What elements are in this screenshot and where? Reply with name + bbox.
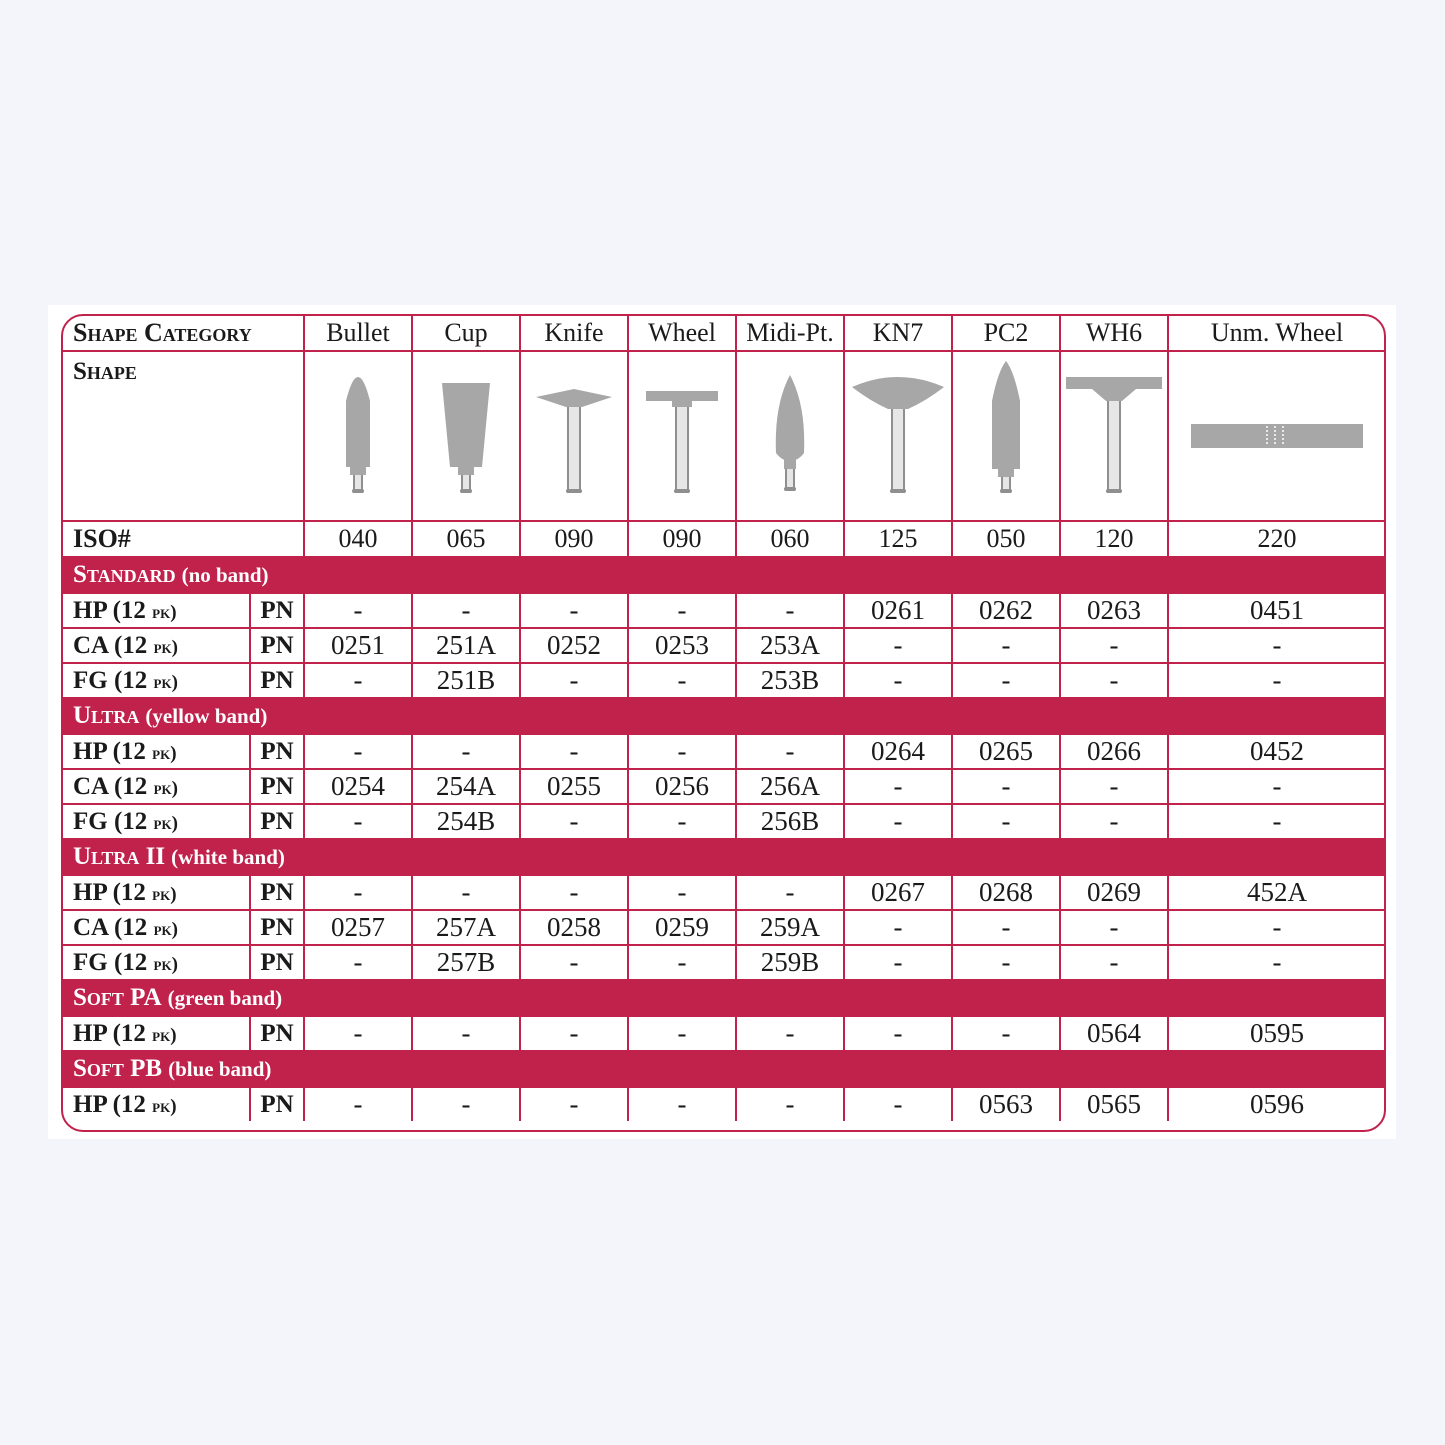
part-number-cell: - (304, 734, 412, 769)
part-number-cell: 0251 (304, 628, 412, 663)
shape-cell (412, 351, 520, 521)
part-number-cell: 0252 (520, 628, 628, 663)
part-number-cell: - (304, 593, 412, 628)
column-header: WH6 (1060, 316, 1168, 351)
part-number-cell: - (1168, 628, 1385, 663)
part-number-cell: 257A (412, 910, 520, 945)
pack-unit: pk) (152, 1095, 177, 1117)
handpiece-type: HP (73, 1090, 107, 1118)
iso-cell: 220 (1168, 521, 1385, 557)
column-header: PC2 (952, 316, 1060, 351)
pack-unit: pk) (152, 601, 177, 623)
group-title (63, 557, 1385, 593)
part-number-cell: 0253 (628, 628, 736, 663)
part-number-cell: - (844, 1087, 952, 1121)
pn-label: PN (250, 804, 304, 839)
part-number-cell: 0254 (304, 769, 412, 804)
part-number-cell: 0564 (1060, 1016, 1168, 1051)
part-number-cell: - (1168, 663, 1385, 698)
part-number-cell: - (412, 734, 520, 769)
pn-label: PN (250, 769, 304, 804)
part-number-cell: 0262 (952, 593, 1060, 628)
part-number-cell: - (520, 1087, 628, 1121)
part-number-cell: - (520, 734, 628, 769)
table-row (63, 1087, 1385, 1121)
pack-count: (12 (112, 878, 146, 906)
wheel-shape-icon (629, 361, 735, 511)
part-number-cell: - (844, 628, 952, 663)
shape-label: Shape (73, 358, 137, 385)
pn-label: PN (250, 593, 304, 628)
part-number-cell: 0596 (1168, 1087, 1385, 1121)
product-table (61, 314, 1386, 1132)
handpiece-type-cell (63, 628, 250, 663)
column-header: Cup (412, 316, 520, 351)
handpiece-type: FG (73, 807, 108, 835)
handpiece-type: FG (73, 666, 108, 694)
shape-cell (1168, 351, 1385, 521)
iso-cell: 065 (412, 521, 520, 557)
iso-cell: 050 (952, 521, 1060, 557)
part-number-cell: - (736, 734, 844, 769)
part-number-cell: - (520, 875, 628, 910)
iso-cell: 040 (304, 521, 412, 557)
group-name: Ultra (73, 702, 140, 729)
part-number-cell: 452A (1168, 875, 1385, 910)
group-title (63, 839, 1385, 875)
column-header: Midi-Pt. (736, 316, 844, 351)
pack-count: (12 (113, 913, 148, 941)
part-number-cell: - (952, 628, 1060, 663)
column-header: KN7 (844, 316, 952, 351)
pack-unit: pk) (152, 883, 177, 905)
part-number-cell: 256A (736, 769, 844, 804)
pack-count: (12 (113, 666, 148, 694)
part-number-cell: - (1060, 945, 1168, 980)
header-row (63, 316, 1385, 351)
part-number-cell: 259B (736, 945, 844, 980)
part-number-cell: 0452 (1168, 734, 1385, 769)
pack-unit: pk) (152, 1024, 177, 1046)
group-title (63, 980, 1385, 1016)
cup-shape-icon (413, 361, 519, 511)
part-number-cell: - (628, 804, 736, 839)
pack-count: (12 (113, 631, 148, 659)
iso-label: ISO# (63, 521, 304, 557)
iso-cell: 090 (520, 521, 628, 557)
handpiece-type-cell (63, 910, 250, 945)
bullet-shape-icon (305, 361, 411, 511)
pn-label: PN (250, 628, 304, 663)
iso-cell: 120 (1060, 521, 1168, 557)
handpiece-type: HP (73, 1019, 107, 1047)
pack-unit: pk) (153, 918, 178, 940)
pn-label: PN (250, 663, 304, 698)
part-number-cell: 0267 (844, 875, 952, 910)
pack-unit: pk) (153, 812, 178, 834)
pack-count: (12 (112, 737, 146, 765)
part-number-cell: - (952, 945, 1060, 980)
pack-count: (12 (112, 596, 146, 624)
part-number-cell: 0259 (628, 910, 736, 945)
part-number-cell: - (952, 663, 1060, 698)
pn-label: PN (250, 1016, 304, 1051)
part-number-cell: 0565 (1060, 1087, 1168, 1121)
part-number-cell: 0268 (952, 875, 1060, 910)
handpiece-type: HP (73, 878, 107, 906)
handpiece-type-cell (63, 804, 250, 839)
shape-cell (520, 351, 628, 521)
shape-cell (628, 351, 736, 521)
part-number-cell: 256B (736, 804, 844, 839)
group-note: (blue band) (168, 1057, 272, 1081)
part-number-cell: - (952, 1016, 1060, 1051)
shape-category-label (63, 316, 304, 351)
part-number-cell: 0256 (628, 769, 736, 804)
part-number-cell: - (844, 1016, 952, 1051)
table-row (63, 628, 1385, 663)
pn-label: PN (250, 945, 304, 980)
shape-category-text: Shape Category (73, 318, 252, 347)
part-number-cell: 0265 (952, 734, 1060, 769)
part-number-cell: - (1060, 804, 1168, 839)
handpiece-type-cell (63, 945, 250, 980)
part-number-cell: - (952, 769, 1060, 804)
shape-cell (304, 351, 412, 521)
part-number-cell: 0255 (520, 769, 628, 804)
part-number-cell: - (304, 1016, 412, 1051)
group-note: (green band) (167, 986, 283, 1010)
shape-cell (952, 351, 1060, 521)
part-number-cell: - (1168, 910, 1385, 945)
part-number-cell: 253A (736, 628, 844, 663)
pn-label: PN (250, 875, 304, 910)
pack-count: (12 (113, 948, 148, 976)
unmounted-wheel-shape-icon (1169, 416, 1385, 456)
shape-table (63, 316, 1385, 1121)
handpiece-type-cell (63, 734, 250, 769)
table-row (63, 769, 1385, 804)
shape-label-cell (63, 351, 304, 521)
handpiece-type: CA (73, 913, 108, 941)
part-number-cell: 0261 (844, 593, 952, 628)
shape-cell (844, 351, 952, 521)
handpiece-type: HP (73, 596, 107, 624)
handpiece-type-cell (63, 1087, 250, 1121)
part-number-cell: 0264 (844, 734, 952, 769)
part-number-cell: 0263 (1060, 593, 1168, 628)
part-number-cell: - (304, 663, 412, 698)
part-number-cell: - (520, 593, 628, 628)
handpiece-type: FG (73, 948, 108, 976)
part-number-cell: - (628, 1087, 736, 1121)
group-name: Soft PA (73, 984, 162, 1011)
pack-count: (12 (113, 807, 148, 835)
part-number-cell: 0451 (1168, 593, 1385, 628)
table-row (63, 875, 1385, 910)
table-row (63, 910, 1385, 945)
pack-count: (12 (112, 1019, 146, 1047)
part-number-cell: - (952, 804, 1060, 839)
part-number-cell: - (844, 945, 952, 980)
part-number-cell: 251A (412, 628, 520, 663)
part-number-cell: 254B (412, 804, 520, 839)
part-number-cell: - (736, 1016, 844, 1051)
handpiece-type-cell (63, 593, 250, 628)
part-number-cell: 257B (412, 945, 520, 980)
part-number-cell: 251B (412, 663, 520, 698)
part-number-cell: - (1168, 769, 1385, 804)
table-row (63, 1016, 1385, 1051)
part-number-cell: - (412, 875, 520, 910)
part-number-cell: - (1168, 804, 1385, 839)
group-name: Ultra II (73, 843, 166, 870)
part-number-cell: - (844, 663, 952, 698)
part-number-cell: - (736, 593, 844, 628)
part-number-cell: - (304, 1087, 412, 1121)
part-number-cell: 0257 (304, 910, 412, 945)
group-note: (white band) (171, 845, 285, 869)
part-number-cell: - (412, 1087, 520, 1121)
pn-label: PN (250, 910, 304, 945)
pack-unit: pk) (153, 953, 178, 975)
column-header: Knife (520, 316, 628, 351)
handpiece-type-cell (63, 1016, 250, 1051)
part-number-cell: - (628, 1016, 736, 1051)
part-number-cell: - (736, 875, 844, 910)
pack-unit: pk) (152, 742, 177, 764)
handpiece-type-cell (63, 663, 250, 698)
knife-shape-icon (521, 361, 627, 511)
part-number-cell: - (520, 945, 628, 980)
part-number-cell: - (844, 769, 952, 804)
shape-cell (736, 351, 844, 521)
part-number-cell: - (520, 1016, 628, 1051)
part-number-cell: 259A (736, 910, 844, 945)
part-number-cell: - (1060, 910, 1168, 945)
part-number-cell: 0269 (1060, 875, 1168, 910)
wh6-shape-icon (1061, 361, 1167, 511)
part-number-cell: - (628, 734, 736, 769)
iso-cell: 125 (844, 521, 952, 557)
group-band (63, 557, 1385, 593)
part-number-cell: 0563 (952, 1087, 1060, 1121)
table-row (63, 593, 1385, 628)
part-number-cell: - (952, 910, 1060, 945)
iso-row (63, 521, 1385, 557)
table-row (63, 663, 1385, 698)
part-number-cell: 0258 (520, 910, 628, 945)
part-number-cell: - (844, 910, 952, 945)
handpiece-type: CA (73, 772, 108, 800)
part-number-cell: - (520, 804, 628, 839)
pn-label: PN (250, 1087, 304, 1121)
shape-cell (1060, 351, 1168, 521)
handpiece-type-cell (63, 769, 250, 804)
part-number-cell: - (304, 804, 412, 839)
part-number-cell: - (1168, 945, 1385, 980)
part-number-cell: - (628, 875, 736, 910)
pack-count: (12 (113, 772, 148, 800)
table-row (63, 945, 1385, 980)
group-name: Soft PB (73, 1055, 163, 1082)
iso-cell: 060 (736, 521, 844, 557)
iso-cell: 090 (628, 521, 736, 557)
group-band (63, 698, 1385, 734)
kn7-shape-icon (845, 361, 951, 511)
handpiece-type-cell (63, 875, 250, 910)
pc2-shape-icon (953, 361, 1059, 511)
part-number-cell: - (628, 945, 736, 980)
part-number-cell: - (628, 663, 736, 698)
part-number-cell: - (736, 1087, 844, 1121)
part-number-cell: - (628, 593, 736, 628)
part-number-cell: - (520, 663, 628, 698)
part-number-cell: - (1060, 628, 1168, 663)
part-number-cell: - (1060, 663, 1168, 698)
pack-count: (12 (112, 1090, 146, 1118)
handpiece-type: CA (73, 631, 108, 659)
part-number-cell: - (304, 945, 412, 980)
group-title (63, 698, 1385, 734)
part-number-cell: - (412, 593, 520, 628)
part-number-cell: 0595 (1168, 1016, 1385, 1051)
table-row (63, 734, 1385, 769)
group-band (63, 980, 1385, 1016)
part-number-cell: - (304, 875, 412, 910)
part-number-cell: - (1060, 769, 1168, 804)
group-note: (no band) (181, 563, 269, 587)
column-header: Bullet (304, 316, 412, 351)
table-row (63, 804, 1385, 839)
group-band (63, 1051, 1385, 1087)
pack-unit: pk) (153, 636, 178, 658)
part-number-cell: - (412, 1016, 520, 1051)
part-number-cell: 254A (412, 769, 520, 804)
column-header: Wheel (628, 316, 736, 351)
pn-label: PN (250, 734, 304, 769)
shape-row (63, 351, 1385, 521)
group-name: Standard (73, 561, 176, 588)
column-header: Unm. Wheel (1168, 316, 1385, 351)
group-note: (yellow band) (145, 704, 268, 728)
group-title (63, 1051, 1385, 1087)
part-number-cell: 0266 (1060, 734, 1168, 769)
midi-point-shape-icon (737, 361, 843, 511)
pack-unit: pk) (153, 671, 178, 693)
group-band (63, 839, 1385, 875)
part-number-cell: - (844, 804, 952, 839)
part-number-cell: 253B (736, 663, 844, 698)
pack-unit: pk) (153, 777, 178, 799)
handpiece-type: HP (73, 737, 107, 765)
